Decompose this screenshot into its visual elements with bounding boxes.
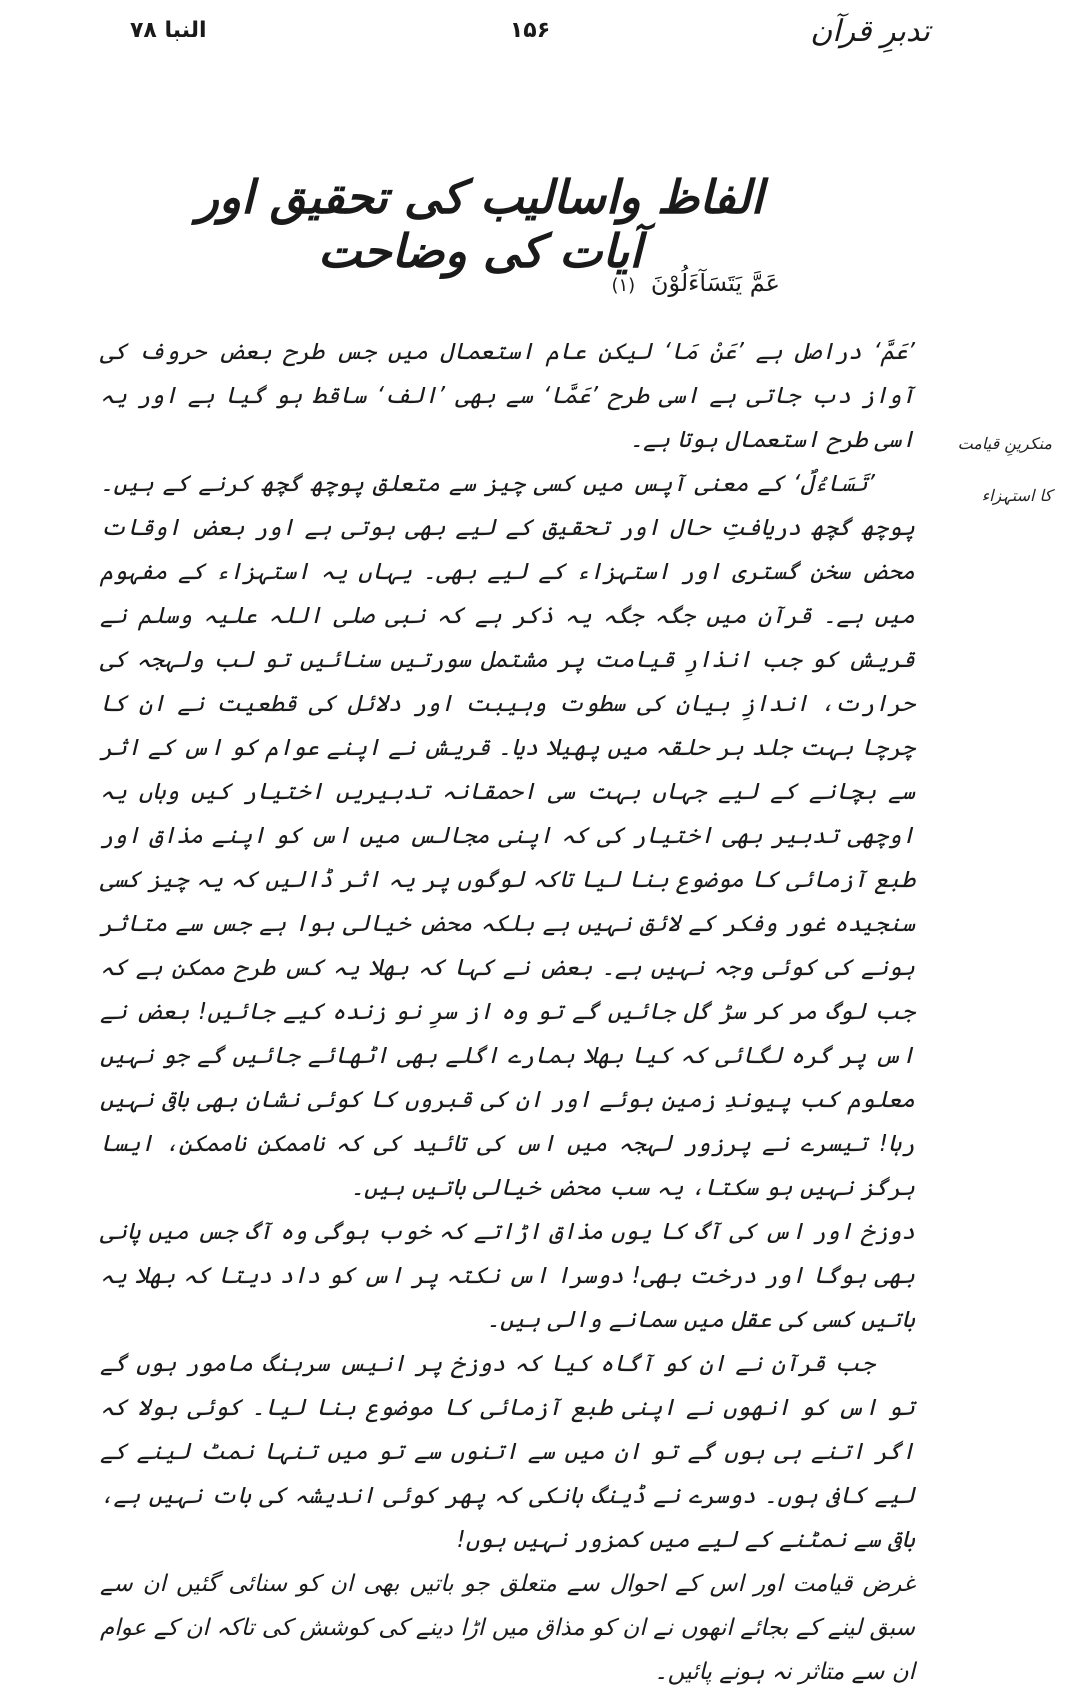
paragraph: غرض قیامت اور اس کے احوال سے متعلق جو باتیں بھی ان کو سنائی گئیں ان سے سبق لینے کے بجائے انھوں نے ان کو مذاق میں اڑا دینے کی کوشش کی تاکہ ان کے عوام ان سے متاثر نہ ہونے پائیں۔ (100, 1571, 915, 1685)
paragraph: دوزخ اور اس کی آگ کا یوں مذاق اڑاتے کہ خوب ہوگی وہ آگ جس میں پانی بھی ہوگا اور درخت بھی! دوسرا اس نکتہ پر اس کو داد دیتا کہ بھلا یہ باتیں کسی کی عقل میں سمانے والی ہیں۔ (100, 1219, 915, 1333)
margin-note-line: منکرینِ قیامت (957, 434, 1052, 453)
running-header (130, 14, 930, 54)
margin-note (922, 418, 1052, 522)
verse-text: عَمَّ يَتَسَآءَلُوْنَ (650, 269, 780, 297)
margin-note-line: کا استہزاء (981, 486, 1052, 505)
verse-heading (360, 270, 780, 296)
body-text (100, 330, 915, 1694)
page-number: ۱۵۶ (509, 18, 551, 43)
verse-number: (۱) (611, 275, 636, 296)
surah-reference: النبا ۷۸ (130, 18, 207, 43)
section-title: الفاظ واسالیب کی تحقیق اور آیات کی وضاحت (196, 170, 764, 278)
book-title: تدبرِ قرآن (810, 14, 930, 49)
paragraph: ’تَسَاءُلٌ‘ کے معنی آپس میں کسی چیز سے متعلق پوچھ گچھ کرنے کے ہیں۔ پوچھ گچھ دریافتِ حال اور تحقیق کے لیے بھی ہوتی ہے اور بعض اوقات محض سخن گستری اور استہزاء کے لیے بھی۔ یہاں یہ استہزاء کے مفہوم میں ہے۔ قرآن میں جگہ جگہ یہ ذکر ہے کہ نبی صلی اللہ علیہ وسلم نے قریش کو جب انذارِ قیامت پر مشتمل سورتیں سنائیں تو لب ولہجہ کی حرارت، اندازِ بیان کی سطوت وہیبت اور دلائل کی قطعیت نے ان کا چرچا بہت جلد ہر حلقہ میں پھیلا دیا۔ قریش نے اپنے عوام کو اس کے اثر سے بچانے کے لیے جہاں بہت سی احمقانہ تدبیریں اختیار کیں وہاں یہ اوچھی تدبیر بھی اختیار کی کہ اپنی مجالس میں اس کو اپنے مذاق اور طبع آزمائی کا موضوع بنا لیا تاکہ لوگوں پر یہ اثر ڈالیں کہ یہ چیز کسی سنجیدہ غور وفکر کے لائق نہیں ہے بلکہ محض خیالی ہوا ہے جس سے متاثر ہونے کی کوئی وجہ نہیں ہے۔ بعض نے کہا کہ بھلا یہ کس طرح ممکن ہے کہ جب لوگ مر کر سڑ گل جائیں گے تو وہ از سرِ نو زندہ کیے جائیں! بعض نے اس پر گرہ لگائی کہ کیا بھلا ہمارے اگلے بھی اٹھائے جائیں گے جو نہیں معلوم کب پیوندِ زمین ہوئے اور ان کی قبروں کا کوئی نشان بھی باقی نہیں رہا! تیسرے نے پرزور لہجہ میں اس کی تائید کی کہ ناممکن ناممکن، ایسا ہرگز نہیں ہو سکتا، یہ سب محض خیالی باتیں ہیں۔ (100, 471, 915, 1201)
paragraph: ’عَمَّ‘ دراصل ہے ’عَنْ مَا‘ لیکن عام استعمال میں جس طرح بعض حروف کی آواز دب جاتی ہے اسی طرح ’عَمَّا‘ سے بھی ’الف‘ ساقط ہو گیا ہے اور یہ اسی طرح استعمال ہوتا ہے۔ (100, 339, 915, 453)
paragraph: جب قرآن نے ان کو آگاہ کیا کہ دوزخ پر انیس سرہنگ مامور ہوں گے تو اس کو انھوں نے اپنی طبع آزمائی کا موضوع بنا لیا۔ کوئی بولا کہ اگر اتنے ہی ہوں گے تو ان میں سے اتنوں سے تو میں تنہا نمٹ لینے کے لیے کافی ہوں۔ دوسرے نے ڈینگ ہانکی کہ پھر کوئی اندیشہ کی بات نہیں ہے، باقی سے نمٹنے کے لیے میں کمزور نہیں ہوں! (100, 1351, 915, 1553)
